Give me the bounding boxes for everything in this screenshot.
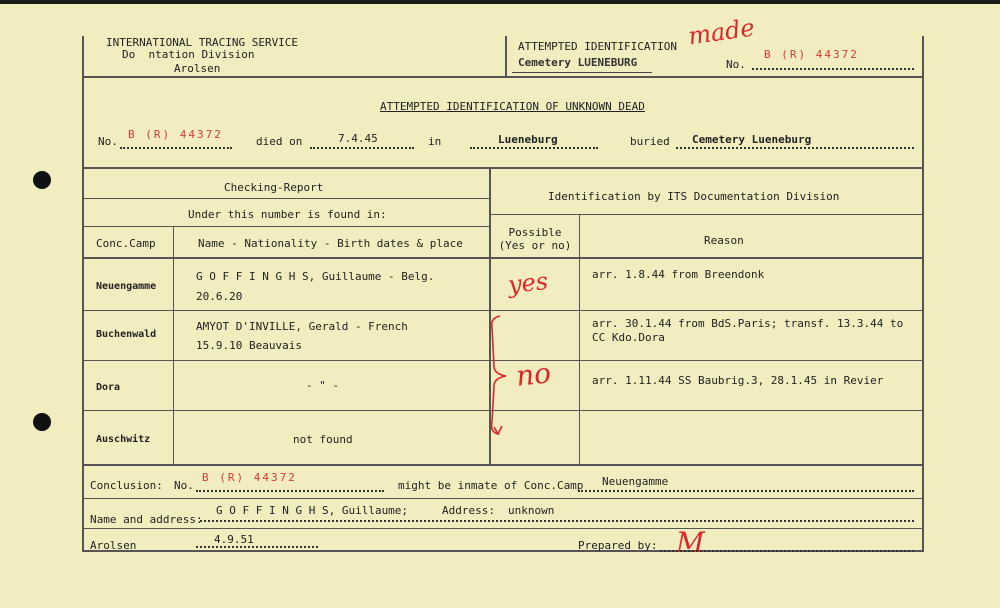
title-top-rule (82, 76, 924, 78)
camp-name-divider (173, 226, 174, 464)
record-number-dots (120, 147, 232, 149)
col-possible-line1: Possible (508, 226, 562, 239)
frame-right (922, 36, 924, 552)
name-address-label: Name and address: (90, 513, 203, 526)
row1-name-line2: 20.6.20 (196, 290, 243, 303)
header-number: B (R) 44372 (764, 48, 859, 61)
address-value: unknown (508, 504, 555, 517)
header-divider (505, 36, 507, 76)
col-possible-line2: (Yes or no) (498, 239, 572, 252)
handwritten-no: no (514, 356, 553, 393)
possible-reason-divider (579, 214, 580, 464)
record-no-label: No. (98, 135, 118, 148)
conclusion-bottom-rule (82, 498, 924, 499)
org-line-1: INTERNATIONAL TRACING SERVICE (106, 36, 299, 49)
name-address-value: G O F F I N G H S, Guillaume; (216, 504, 409, 517)
handwritten-brace-icon (484, 314, 514, 438)
handwritten-made: made (686, 13, 757, 51)
record-number: B (R) 44372 (128, 128, 223, 141)
right-header-rule (490, 214, 924, 215)
row1-camp: Neuengamme (96, 281, 157, 292)
header-cemetery: Cemetery LUENEBURG (518, 56, 638, 69)
died-on-dots (310, 147, 414, 149)
prepared-by-initial: M (676, 526, 705, 559)
header-number-dots (752, 68, 914, 70)
col-reason-header: Reason (704, 234, 744, 247)
table-top-rule (82, 167, 924, 169)
footer-date: 4.9.51 (214, 533, 254, 546)
footer-place: Arolsen (90, 539, 137, 552)
buried-dots (676, 147, 914, 149)
col-camp-header: Conc.Camp (96, 237, 156, 250)
name-address-dots (200, 520, 914, 522)
row1-name-line1: G O F F I N G H S, Guillaume - Belg. (196, 270, 435, 283)
death-place-dots (470, 147, 598, 149)
conclusion-camp: Neuengamme (602, 475, 669, 488)
header-cemetery-underline (512, 72, 652, 73)
conclusion-number: B (R) 44372 (202, 471, 297, 484)
row2-camp: Buchenwald (96, 329, 157, 340)
form-title: ATTEMPTED IDENTIFICATION OF UNKNOWN DEAD (380, 100, 645, 113)
row3-reason-line1: arr. 1.11.44 SS Baubrig.3, 28.1.45 in Revier (592, 374, 884, 387)
attempted-identification-label: ATTEMPTED IDENTIFICATION (518, 40, 677, 53)
checking-report-subtitle: Under this number is found in: (188, 208, 387, 221)
punch-hole-bottom (33, 413, 51, 431)
header-no-label: No. (726, 58, 746, 71)
org-line-3: Arolsen (174, 62, 221, 75)
conclusion-label: Conclusion: (90, 479, 163, 492)
in-label: in (428, 135, 442, 148)
name-address-bottom-rule (82, 528, 924, 529)
row1-bottom-rule (82, 310, 924, 311)
conclusion-inmate-text: might be inmate of Conc.Camp (398, 479, 584, 492)
checking-report-title: Checking-Report (224, 181, 324, 194)
identification-title: Identification by ITS Documentation Division (548, 190, 840, 203)
prepared-by-dots (660, 550, 914, 552)
conclusion-no-label: No. (174, 479, 194, 492)
punch-hole-top (33, 171, 51, 189)
row3-camp: Dora (96, 382, 121, 393)
org-line-2 (122, 48, 254, 61)
left-colhead-rule (82, 226, 490, 227)
row2-name-line2: 15.9.10 Beauvais (196, 339, 302, 352)
row1-reason-line1: arr. 1.8.44 from Breendonk (592, 268, 765, 281)
buried-label: buried (630, 135, 670, 148)
died-on-label: died on (256, 135, 303, 148)
address-label: Address: (442, 504, 495, 517)
prepared-by-label: Prepared by: (578, 539, 658, 552)
died-on-date: 7.4.45 (338, 132, 378, 145)
row2-reason-line2: CC Kdo.Dora (592, 331, 665, 344)
row2-reason-line1: arr. 30.1.44 from BdS.Paris; transf. 13.3.44 to (592, 317, 904, 330)
table-bottom-rule (82, 464, 924, 466)
row4-name-line1: not found (293, 433, 353, 446)
row4-camp: Auschwitz (96, 434, 151, 445)
colhead-bottom-rule (82, 257, 924, 259)
org-line-2-prefix: Do (122, 48, 136, 61)
handwritten-yes: yes (506, 266, 550, 300)
buried-place: Cemetery Lueneburg (692, 133, 812, 146)
org-line-2-rest: ntation Division (148, 48, 255, 61)
row2-name-line1: AMYOT D'INVILLE, Gerald - French (196, 320, 408, 333)
frame-left (82, 36, 84, 552)
footer-date-dots (196, 546, 318, 548)
bottom-edge-stripe (0, 608, 1000, 614)
conclusion-camp-dots (578, 490, 914, 492)
row3-name-line1: - " - (306, 379, 340, 392)
col-possible-header (492, 226, 578, 252)
col-name-header: Name - Nationality - Birth dates & place (198, 237, 463, 250)
checking-subtitle-rule (82, 198, 490, 199)
conclusion-number-dots (196, 490, 384, 492)
death-place: Lueneburg (498, 133, 558, 146)
